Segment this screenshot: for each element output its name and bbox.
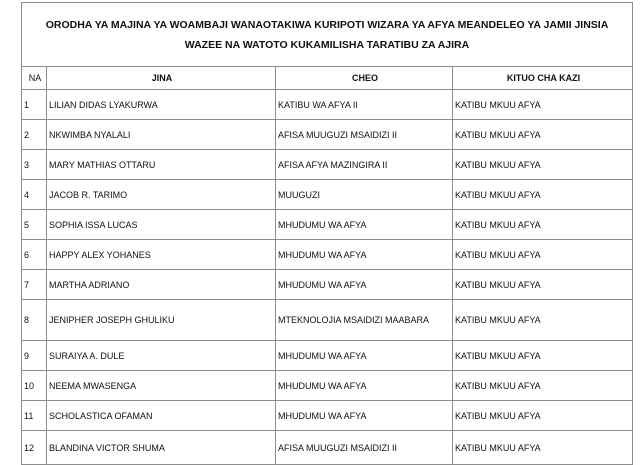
cell-cheo: MUUGUZI: [276, 180, 453, 210]
cell-cheo: MTEKNOLOJIA MSAIDIZI MAABARA: [276, 300, 453, 341]
table-row: [22, 120, 633, 150]
applicants-table: [21, 2, 633, 465]
cell-na: 3: [22, 150, 47, 180]
cell-kituo: KATIBU MKUU AFYA: [453, 180, 633, 210]
cell-cheo: MHUDUMU WA AFYA: [276, 270, 453, 300]
cell-jina: NEEMA MWASENGA: [47, 371, 276, 401]
cell-jina: BLANDINA VICTOR SHUMA: [47, 431, 276, 465]
cell-cheo: MHUDUMU WA AFYA: [276, 401, 453, 431]
table-row: [22, 341, 633, 371]
cell-cheo: AFISA MUUGUZI MSAIDIZI II: [276, 120, 453, 150]
cell-na: 6: [22, 240, 47, 270]
cell-cheo: AFISA MUUGUZI MSAIDIZI II: [276, 431, 453, 465]
table-row: [22, 300, 633, 341]
cell-jina: HAPPY ALEX YOHANES: [47, 240, 276, 270]
table-row: [22, 90, 633, 120]
cell-jina: JENIPHER JOSEPH GHULIKU: [47, 300, 276, 341]
cell-kituo: KATIBU MKUU AFYA: [453, 371, 633, 401]
cell-na: 9: [22, 341, 47, 371]
header-cheo: CHEO: [276, 67, 453, 90]
header-na: NA: [22, 67, 47, 90]
table-header-row: [22, 67, 633, 90]
cell-kituo: KATIBU MKUU AFYA: [453, 270, 633, 300]
cell-jina: JACOB R. TARIMO: [47, 180, 276, 210]
cell-na: 2: [22, 120, 47, 150]
table-row: [22, 270, 633, 300]
cell-kituo: KATIBU MKUU AFYA: [453, 300, 633, 341]
cell-na: 11: [22, 401, 47, 431]
table-row: [22, 240, 633, 270]
cell-na: 8: [22, 300, 47, 341]
cell-cheo: MHUDUMU WA AFYA: [276, 210, 453, 240]
cell-cheo: MHUDUMU WA AFYA: [276, 240, 453, 270]
cell-kituo: KATIBU MKUU AFYA: [453, 150, 633, 180]
table-row: [22, 371, 633, 401]
cell-cheo: AFISA AFYA MAZINGIRA II: [276, 150, 453, 180]
cell-cheo: MHUDUMU WA AFYA: [276, 371, 453, 401]
cell-kituo: KATIBU MKUU AFYA: [453, 210, 633, 240]
cell-na: 4: [22, 180, 47, 210]
cell-na: 7: [22, 270, 47, 300]
cell-na: 5: [22, 210, 47, 240]
header-kituo: KITUO CHA KAZI: [453, 67, 633, 90]
table-row: [22, 150, 633, 180]
table-row: [22, 210, 633, 240]
cell-na: 1: [22, 90, 47, 120]
document-title: ORODHA YA MAJINA YA WOAMBAJI WANAOTAKIWA KURIPOTI WIZARA YA AFYA MEANDELEO YA JAMII JINSIA WAZEE NA WATOTO KUKAMILISHA TARATIBU ZA AJIRA: [22, 3, 633, 67]
cell-na: 12: [22, 431, 47, 465]
cell-jina: SOPHIA ISSA LUCAS: [47, 210, 276, 240]
table-row: [22, 401, 633, 431]
cell-jina: MARY MATHIAS OTTARU: [47, 150, 276, 180]
cell-kituo: KATIBU MKUU AFYA: [453, 240, 633, 270]
cell-cheo: KATIBU WA AFYA II: [276, 90, 453, 120]
cell-jina: LILIAN DIDAS LYAKURWA: [47, 90, 276, 120]
cell-jina: NKWIMBA NYALALI: [47, 120, 276, 150]
cell-kituo: KATIBU MKUU AFYA: [453, 431, 633, 465]
cell-cheo: MHUDUMU WA AFYA: [276, 341, 453, 371]
cell-kituo: KATIBU MKUU AFYA: [453, 90, 633, 120]
cell-jina: SCHOLASTICA OFAMAN: [47, 401, 276, 431]
cell-kituo: KATIBU MKUU AFYA: [453, 120, 633, 150]
cell-jina: MARTHA ADRIANO: [47, 270, 276, 300]
cell-kituo: KATIBU MKUU AFYA: [453, 341, 633, 371]
table-row: [22, 180, 633, 210]
header-jina: JINA: [47, 67, 276, 90]
cell-kituo: KATIBU MKUU AFYA: [453, 401, 633, 431]
cell-na: 10: [22, 371, 47, 401]
cell-jina: SURAIYA A. DULE: [47, 341, 276, 371]
